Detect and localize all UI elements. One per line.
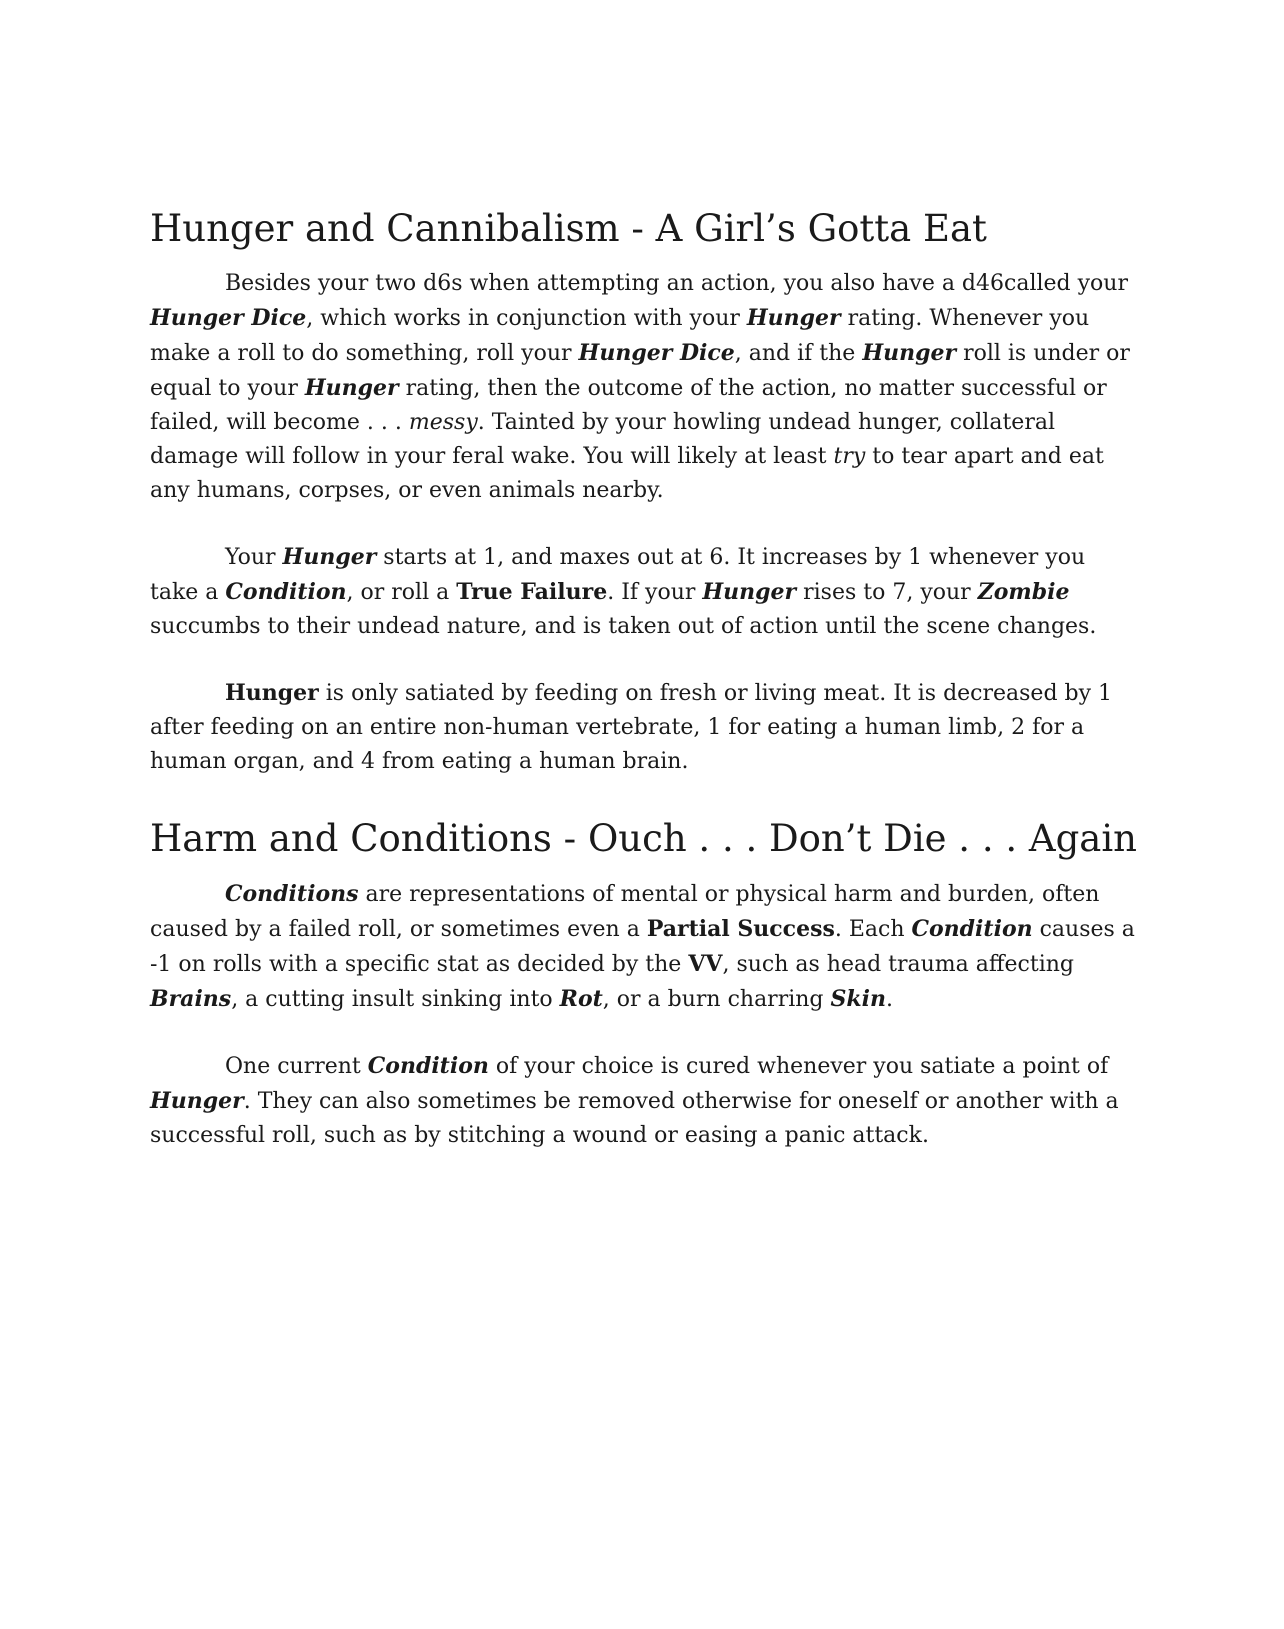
text-run: , or roll a [346, 580, 457, 605]
section-harm-conditions [150, 815, 1140, 1153]
text-run: rises to 7, your [796, 580, 978, 605]
text-run: One current [225, 1054, 368, 1079]
section-title: Hunger and Cannibalism - A Girl’s Gotta Eat [150, 207, 987, 250]
section-title: Harm and Conditions - Ouch . . . Don’t Die . . . Again [150, 817, 1138, 860]
keyword-term: Hunger Dice [150, 305, 307, 331]
text-run: , and if the [734, 341, 863, 366]
keyword-term: Hunger Dice [578, 340, 735, 366]
keyword-term: Skin [830, 986, 886, 1012]
text-run: Your [225, 545, 283, 570]
keyword-term: Hunger [282, 544, 377, 570]
text-run: of your choice is cured whenever you satiate a point of [488, 1054, 1109, 1079]
text-run: . If your [607, 580, 703, 605]
keyword-term: Hunger [150, 1088, 244, 1114]
text-run: is only satiated by feeding on fresh or living meat. It is decreased by 1 after feeding on an entire non-human vertebrate, 1 for eating a human limb, 2 for a human organ, and 4 from eating a human brain. [150, 681, 1113, 774]
keyword-term: Hunger [702, 579, 797, 605]
text-run: , such as head trauma affecting [722, 952, 1074, 977]
text-run: , or a burn charring [602, 987, 831, 1012]
keyword-term: Condition [367, 1053, 489, 1079]
text-run: are representations of mental or physical harm and burden, often caused by a failed roll, or sometimes even a [150, 882, 1100, 942]
text-run: rating, then the outcome of the action, no matter successful or failed, will become . . . [150, 376, 1107, 435]
text-run: . Each [834, 917, 912, 942]
text-run: roll is under or equal to your [150, 341, 1130, 401]
keyword-term: Conditions [225, 881, 359, 907]
paragraph [150, 877, 1140, 1017]
bold-term: VV [688, 951, 723, 977]
paragraph [150, 267, 1140, 508]
paragraph [150, 1049, 1140, 1153]
keyword-term: Zombie [977, 579, 1070, 605]
text-run: . Tainted by your howling undead hunger, collateral damage will follow in your feral wake. You will likely at least [150, 410, 1055, 469]
keyword-term: Rot [559, 986, 603, 1012]
paragraph [150, 676, 1140, 779]
text-run: starts at 1, and maxes out at 6. It increases by 1 whenever you take a [150, 545, 1086, 605]
text-run: Besides your two d6s when attempting an action, you also have a d46called your [225, 271, 1128, 296]
paragraph [150, 540, 1140, 644]
text-run: to tear apart and eat any humans, corpses, or even animals nearby. [150, 444, 1104, 503]
bold-term: Hunger [225, 680, 319, 706]
text-run: , a cutting insult sinking into [231, 987, 560, 1012]
text-run: . [885, 987, 893, 1012]
text-run: , which works in conjunction with your [306, 306, 747, 331]
section-hunger [150, 205, 1140, 779]
text-run: rating. Whenever you make a roll to do something, roll your [150, 306, 1090, 366]
keyword-term: Brains [150, 986, 232, 1012]
keyword-term: Hunger [304, 375, 399, 401]
keyword-term: Condition [911, 916, 1033, 942]
keyword-term: Condition [225, 579, 347, 605]
text-run: . They can also sometimes be removed otherwise for oneself or another with a successful roll, such as by stitching a wound or easing a panic attack. [150, 1089, 1119, 1148]
italic-text: messy [408, 410, 478, 435]
keyword-term: Hunger [746, 305, 841, 331]
bold-term: True Failure [456, 579, 608, 605]
document-page [150, 205, 1140, 1185]
keyword-term: Hunger [862, 340, 957, 366]
text-run: succumbs to their undead nature, and is taken out of action until the scene changes. [150, 614, 1097, 639]
bold-term: Partial Success [646, 916, 835, 942]
text-run: causes a -1 on rolls with a specific stat as decided by the [150, 917, 1135, 977]
italic-text: try [833, 444, 866, 469]
